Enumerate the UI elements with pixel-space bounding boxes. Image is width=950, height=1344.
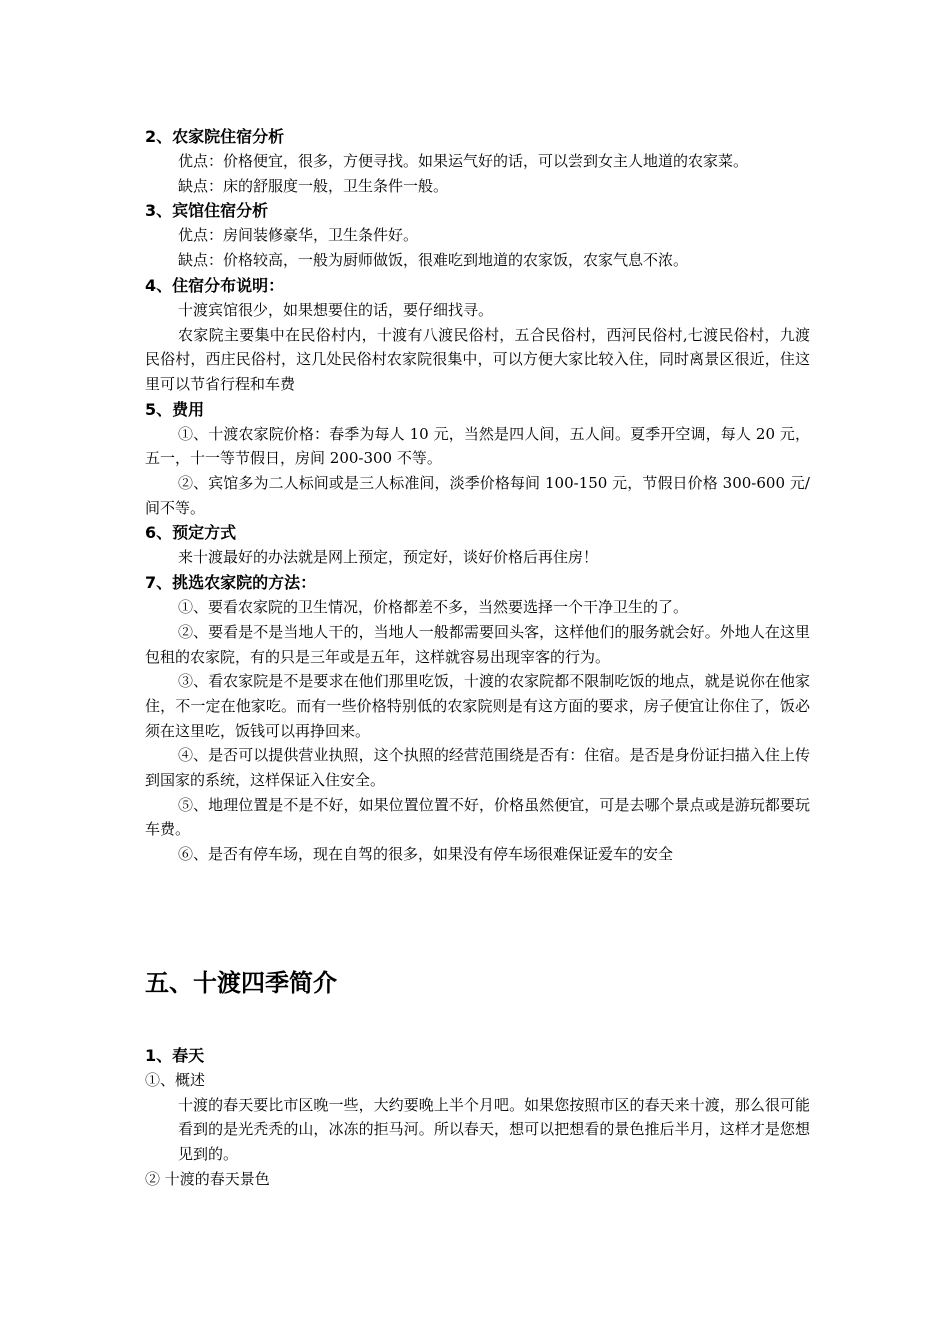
list-item: ⑥、是否有停车场，现在自驾的很多，如果没有停车场很难保证爱车的安全 — [178, 845, 674, 864]
section-heading-booking: 6、预定方式 — [145, 523, 237, 543]
subheading-overview: ①、概述 — [145, 1070, 206, 1089]
section-heading-hotel-analysis: 3、宾馆住宿分析 — [145, 201, 269, 221]
subheading-spring-scenery: ② 十渡的春天景色 — [145, 1169, 270, 1188]
paragraph: ②、宾馆多为二人标间或是三人标准间，淡季价格每间 100-150 元，节假日价格 300-600 元/间不等。 — [145, 474, 810, 517]
list-item: ①、要看农家院的卫生情况，价格都差不多，当然要选择一个干净卫生的了。 — [178, 598, 689, 617]
spacer — [145, 999, 810, 1043]
section-heading-rural-inn-analysis: 2、农家院住宿分析 — [145, 127, 285, 146]
list-item: ②、要看是不是当地人干的，当地人一般都需要回头客，这样他们的服务就会好。外地人在这里包租的农家院，有的只是三年或是五年，这样就容易出现宰客的行为。 — [145, 622, 810, 666]
section-heading-spring: 1、春天 — [145, 1045, 205, 1065]
section-heading-costs: 5、费用 — [145, 399, 205, 419]
paragraph: 十渡宾馆很少，如果想要住的话，要仔细找寻。 — [178, 300, 494, 319]
paragraph-pros: 优点：房间装修豪华，卫生条件好。 — [178, 226, 419, 245]
list-item: ⑤、地理位置是不是不好，如果位置位置不好，价格虽然便宜，可是去哪个景点或是游玩都要玩车费。 — [145, 795, 810, 839]
document-page — [145, 124, 810, 1191]
paragraph: 来十渡最好的办法就是网上预定，预定好，谈好价格后再住房！ — [178, 548, 599, 567]
paragraph: 十渡的春天要比市区晚一些，大约要晚上半个月吧。如果您按照市区的春天来十渡，那么很可能看到的是光秃秃的山，冰冻的拒马河。所以春天，想可以把想看的景色推后半月，这样才是您想见到的。 — [178, 1095, 810, 1163]
paragraph: 农家院主要集中在民俗村内，十渡有八渡民俗村，五合民俗村，西河民俗村,七渡民俗村，九渡民俗村，西庄民俗村，这几处民俗村农家院很集中，可以方便大家比较入住，同时离景区很近，住这里可以节省行程和车费 — [145, 325, 810, 393]
section-heading-choosing-inn: 7、挑选农家院的方法： — [145, 573, 317, 593]
list-item: ③、看农家院是不是要求在他们那里吃饭，十渡的农家院都不限制吃饭的地点，就是说你在他家住，不一定在他家吃。而有一些价格特别低的农家院则是有这方面的要求，房子便宜让你住了，饭必须在这里吃，饭钱可以再挣回来。 — [145, 672, 810, 740]
paragraph-pros: 优点：价格便宜，很多，方便寻找。如果运气好的话，可以尝到女主人地道的农家菜。 — [178, 152, 749, 170]
paragraph-cons: 缺点：价格较高，一般为厨师做饭，很难吃到地道的农家饭，农家气息不浓。 — [178, 251, 689, 270]
paragraph-cons: 缺点：床的舒服度一般，卫生条件一般。 — [178, 176, 449, 195]
section-heading-lodging-distribution: 4、住宿分布说明： — [145, 275, 285, 295]
chapter-title: 五、十渡四季简介 — [145, 968, 337, 997]
spacer — [145, 867, 810, 967]
list-item: ④、是否可以提供营业执照，这个执照的经营范围绕是否有：住宿。是否是身份证扫描入住上传到国家的系统，这样保证入住安全。 — [145, 746, 810, 790]
paragraph: ①、十渡农家院价格：春季为每人 10 元，当然是四人间，五人间。夏季开空调，每人 20 元，五一，十一等节假日，房间 200-300 不等。 — [145, 424, 810, 468]
